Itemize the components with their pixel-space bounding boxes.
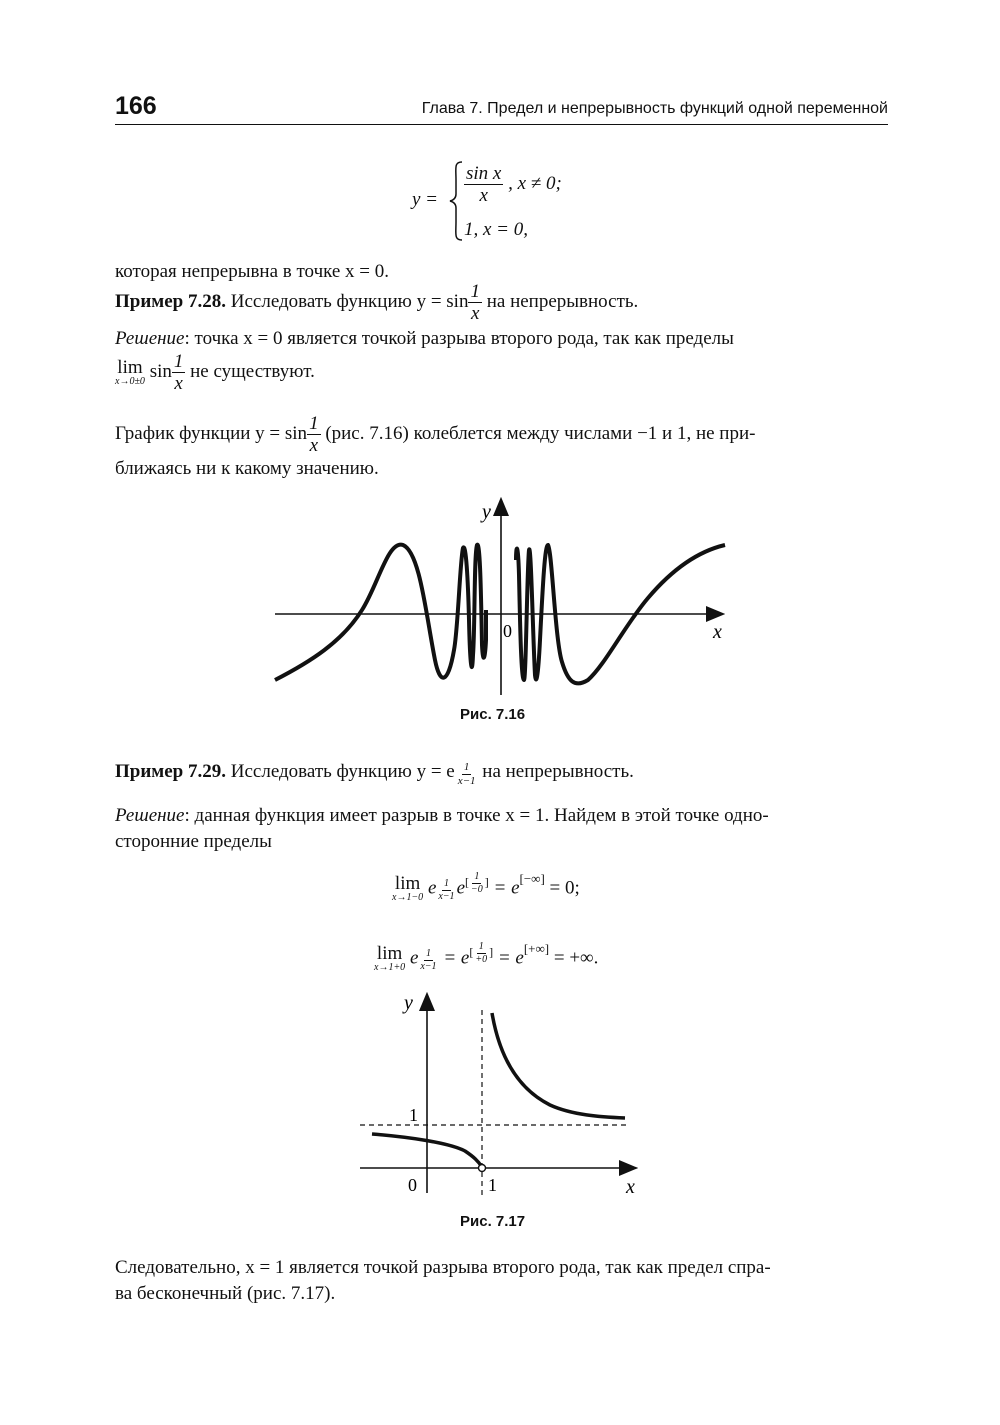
conclusion-line2: ва бесконечный (рис. 7.17). (115, 1283, 336, 1304)
solution-7-28-label: Решение (115, 328, 185, 349)
solution-7-29-text: : данная функция имеет разрыв в точке x = 1. Найдем в этой точке одно- (184, 805, 769, 826)
lim-word: lim (394, 873, 421, 895)
solution-7-29-label: Решение (115, 805, 185, 826)
exponent-denominator: x−1 (438, 891, 455, 902)
example-7-28 (115, 282, 638, 323)
solution-7-29-line2: сторонние пределы (115, 831, 272, 852)
fraction-numerator: 1 (173, 351, 184, 372)
bracket-numerator: 1 (474, 870, 480, 882)
fig717-open-point (479, 1165, 486, 1172)
figure-7-16-caption: Рис. 7.16 (460, 706, 526, 723)
graph-text-before: График функции y = sin (115, 422, 308, 444)
example-7-29 (115, 758, 634, 787)
fraction-denominator: x (309, 435, 319, 456)
page-number: 166 (115, 92, 157, 120)
limit-left: lim x→1−0 e $\frac{1}{x-1}$ e[ 1 −0 ] = e[−∞] = 0; (392, 870, 580, 904)
exponent-minus-infinity: [−∞] (519, 871, 545, 887)
example-7-28-label: Пример 7.28. (115, 290, 226, 312)
fig717-y-label: y (404, 992, 413, 1014)
bracket-numerator: 1 (478, 940, 484, 952)
equals-plus-infinity: = +∞. (553, 947, 599, 969)
formula-case2: 1, x = 0, (464, 219, 529, 240)
example-7-28-tail: на непрерывность. (486, 290, 639, 312)
base-e: e (427, 877, 437, 899)
paragraph-continuous: которая непрерывна в точке x = 0. (115, 261, 390, 282)
lim-word: lim (376, 943, 403, 965)
formula-case1-cond: , x ≠ 0; (508, 172, 562, 194)
fig717-origin-label: 0 (408, 1175, 417, 1195)
example-7-29-label: Пример 7.29. (115, 761, 226, 782)
exponent-denominator: x−1 (420, 961, 437, 972)
fig717-x-label: x (626, 1176, 635, 1198)
solution-7-28-limit (115, 352, 315, 393)
fig717-x-tick-label: 1 (488, 1175, 497, 1195)
fraction-denominator: x (174, 373, 183, 394)
equals-e: = e (493, 877, 520, 899)
figure-7-17 (360, 985, 650, 1205)
fraction-denominator: x (471, 303, 480, 324)
equals-zero: = 0; (549, 877, 580, 899)
exponent-numerator: 1 (463, 760, 470, 773)
fig717-curve-right (492, 1013, 625, 1118)
fig716-curve-left (275, 545, 486, 680)
chapter-title: Глава 7. Предел и непрерывность функций одной переменной (421, 100, 888, 117)
base-e: e (456, 877, 465, 899)
lim-subscript: x→1−0 (392, 892, 424, 904)
graph-text-after: (рис. 7.16) колеблется между числами −1 и 1, не при- (325, 422, 756, 444)
formula-case1-den: x (479, 185, 488, 206)
header-rule (115, 124, 888, 125)
solution-7-28-tail: не существуют. (190, 360, 315, 382)
equals-e: = e (497, 947, 524, 969)
example-7-29-tail: на непрерывность. (482, 761, 634, 782)
lim-subscript: x→0±0 (115, 376, 145, 387)
conclusion-line1: Следовательно, x = 1 является точкой разрыва второго рода, так как предел спра- (115, 1257, 771, 1278)
exponent-numerator: 1 (443, 878, 449, 889)
example-7-29-text: Исследовать функцию y = e (230, 761, 455, 782)
bracket-denominator: +0 (475, 953, 488, 965)
exponent-numerator: 1 (425, 948, 431, 959)
fig716-x-label: x (713, 621, 722, 643)
exponent-denominator: x−1 (457, 774, 476, 787)
graph-description-line2: ближаясь ни к какому значению. (115, 458, 379, 479)
example-7-28-text: Исследовать функцию y = sin (230, 290, 469, 312)
fig716-origin-label: 0 (503, 621, 512, 641)
fraction-numerator: 1 (470, 281, 480, 302)
fraction-numerator: 1 (309, 413, 319, 434)
example-7-28-fraction (468, 282, 482, 323)
base-e: e (409, 947, 419, 969)
figure-7-16 (270, 490, 740, 705)
fig717-y-tick-label: 1 (409, 1105, 418, 1125)
bracket-denominator: −0 (471, 883, 483, 895)
solution-7-28-text: : точка x = 0 является точкой разрыва второго рода, так как пределы (184, 328, 734, 349)
graph-description (115, 414, 755, 455)
fig716-y-label: y (482, 501, 491, 523)
formula-lhs: y = (412, 189, 439, 210)
lim-word: lim (117, 357, 143, 378)
equals-e: = e (443, 947, 470, 969)
formula-case1-num: sin x (466, 163, 502, 184)
limit-right: lim x→1+0 e $\frac{1}{x-1}$ = e[ 1 +0 ] = e[+∞] = +∞. (374, 940, 599, 974)
formula-case1-fraction (464, 164, 503, 205)
sin-word: sin (149, 360, 172, 382)
lim-subscript: x→1+0 (374, 962, 406, 974)
figure-7-17-caption: Рис. 7.17 (460, 1213, 526, 1230)
exponent-plus-infinity: [+∞] (523, 941, 550, 957)
